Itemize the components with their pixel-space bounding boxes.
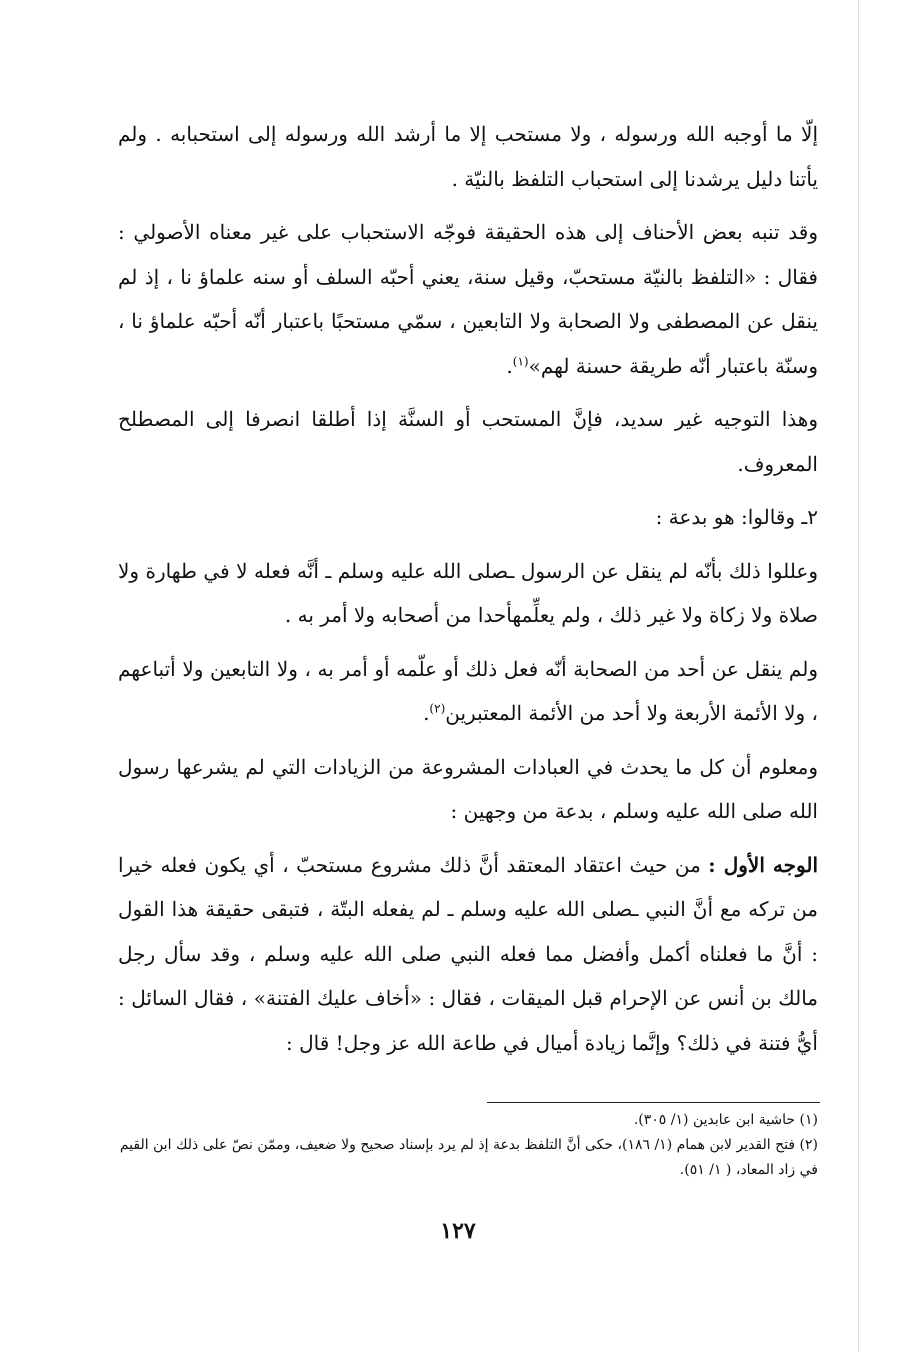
footnote-1: (١) حاشية ابن عابدين (١/ ٣٠٥).	[633, 1112, 818, 1128]
paragraph-3	[118, 397, 818, 486]
paragraph-tail: .	[423, 701, 430, 725]
footnotes	[118, 1108, 818, 1183]
paragraph-7	[118, 745, 818, 834]
paragraph-text: ٢ـ وقالوا: هو بدعة :	[655, 505, 818, 529]
paragraph-text: ولم ينقل عن أحد من الصحابة أنّه فعل ذلك أو علّمه أو أمر به ، ولا التابعين ولا أتباعهم ، ولا الأئمة الأربعة ولا أحد من الأئمة المعتبرين	[118, 656, 818, 725]
paragraph-text: إلّا ما أوجبه الله ورسوله ، ولا مستحب إلا ما أرشد الله ورسوله إلى استحبابه . ولم يأتنا دليل يرشدنا إلى استحباب التلفظ بالنيّة .	[118, 122, 818, 191]
paragraph-text: وهذا التوجيه غير سديد، فإنَّ المستحب أو السنَّة إذا أطلقا انصرفا إلى المصطلح المعروف.	[118, 407, 818, 476]
paragraph-2	[118, 210, 818, 388]
footnote-separator	[487, 1102, 820, 1103]
page-number: ١٢٧	[440, 1218, 476, 1244]
footnote-2: (٢) فتح القدير لابن همام (١/ ١٨٦)، حكى أنَّ التلفظ بدعة إذ لم يرد بإسناد صحيح ولا ضعيف، وممّن نصّ على ذلك ابن القيم في زاد المعاد، ( ١/ ٥١).	[119, 1137, 818, 1178]
paragraph-text: وعللوا ذلك بأنّه لم ينقل عن الرسول ـصلى الله عليه وسلم ـ أنَّه فعله لا في طهارة ولا صلاة ولا زكاة ولا غير ذلك ، ولم يعلِّمهأحدا من أصحابه ولا أمر به .	[118, 558, 818, 627]
paragraph-4-heading	[118, 495, 818, 540]
paragraph-text: من حيث اعتقاد المعتقد أنَّ ذلك مشروع مستحبّ ، أي يكون فعله خيرا من تركه مع أنَّ النبي ـصلى الله عليه وسلم ـ لم يفعله البتّة ، فتبقى حقيقة هذا القول : أنَّ ما فعلناه أكمل وأفضل مما فعله النبي صلى الله عليه وسلم ، وقد سأل رجل مالك بن أنس عن الإحرام قبل الميقات ، فقال : «أخاف عليك الفتنة» ، فقال السائل : أيُّ فتنة في ذلك؟ وإنَّما زيادة أميال في طاعة الله عز وجل! قال :	[118, 852, 818, 1055]
main-text	[118, 112, 818, 1074]
paragraph-5	[118, 549, 818, 638]
paragraph-tail: .	[506, 353, 513, 378]
footnote-marker: (١)	[512, 353, 529, 368]
footnote-marker: (٢)	[429, 701, 446, 716]
paragraph-1	[118, 112, 818, 201]
scan-edge-dots	[858, 0, 859, 1351]
paragraph-lead: الوجه الأول :	[708, 852, 819, 877]
paragraph-6	[118, 647, 818, 736]
paragraph-text: وقد تنبه بعض الأحناف إلى هذه الحقيقة فوجّه الاستحباب على غير معناه الأصولي : فقال : «التلفظ بالنيّة مستحبّ، وقيل سنة، يعني أحبّه السلف أو سنه علماؤ نا ، إذ لم ينقل عن المصطفى ولا الصحابة ولا التابعين ، سمّي مستحبًا باعتبار أنّه أحبّه علماؤ نا ، وسنّة باعتبار أنّه طريقة حسنة لهم»	[118, 220, 818, 378]
paragraph-text: ومعلوم أن كل ما يحدث في العبادات المشروعة من الزيادات التي لم يشرعها رسول الله صلى الله عليه وسلم ، بدعة من وجهين :	[118, 754, 818, 823]
paragraph-8	[118, 843, 818, 1066]
